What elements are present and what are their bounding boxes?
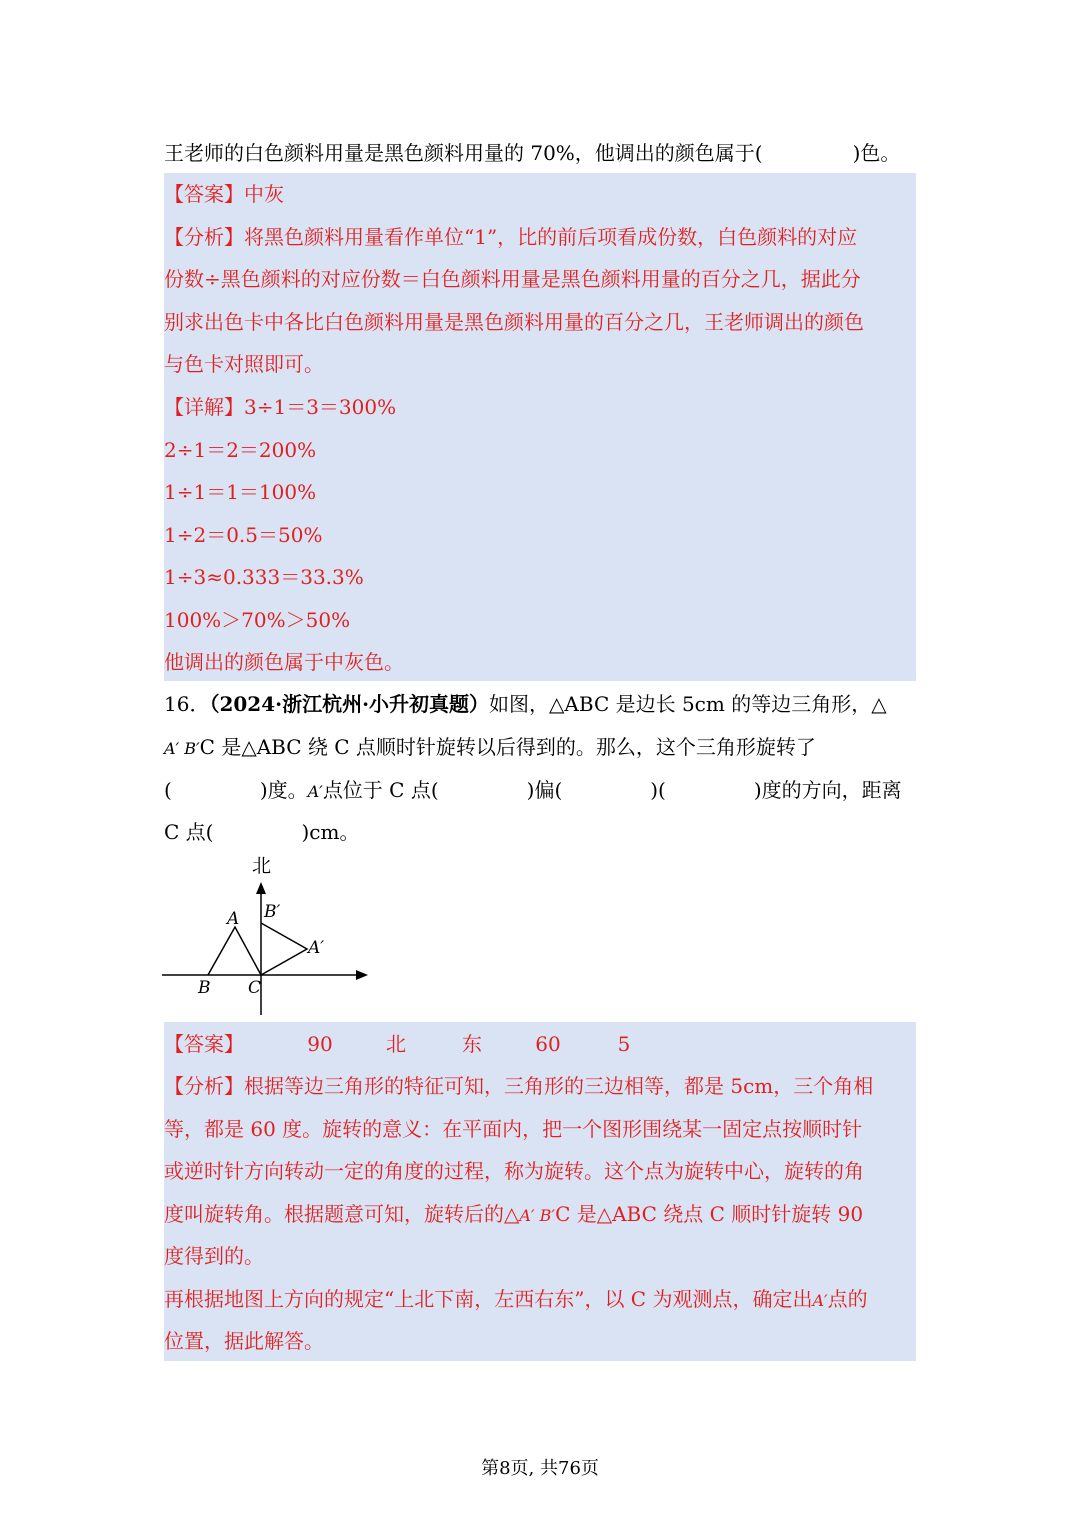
q16-line3-part-5: )( <box>650 778 666 802</box>
triangle-abc <box>208 927 261 975</box>
q15-answer-tag: 【答案】 <box>164 182 244 206</box>
q16-analysis-line-7: 位置，据此解答。 <box>164 1329 324 1353</box>
q15-question-text: 王老师的白色颜料用量是黑色颜料用量的 70%，他调出的颜色属于( <box>164 141 763 165</box>
q16-analysis-tag: 【分析】 <box>164 1074 244 1098</box>
point-a-label: A <box>227 909 240 929</box>
q15-detail-tag: 【详解】 <box>164 395 244 419</box>
q16-analysis-text-4b: C 是△ABC 绕点 C 顺时针旋转 90 <box>555 1202 864 1226</box>
page-footer: 第8页, 共76页 <box>481 1458 599 1479</box>
point-b-label: B <box>198 978 211 998</box>
north-arrow-icon <box>256 882 266 894</box>
point-a-prime-label: A′ <box>308 938 325 958</box>
q16-line3-part-2: )度。 <box>259 778 308 802</box>
q16-answer-4: 60 <box>535 1032 561 1056</box>
q15-analysis-line-1 <box>164 225 924 249</box>
q16-line2-label: A′ B′ <box>164 739 200 758</box>
q16-analysis-text-1: 根据等边三角形的特征可知，三角形的三边相等，都是 5cm，三个角相 <box>244 1074 874 1098</box>
q15-detail-line-3: 1÷1＝1＝100% <box>164 480 317 504</box>
point-b-prime-label: B′ <box>264 902 281 922</box>
q16-line-2 <box>164 735 924 761</box>
q16-answer-5: 5 <box>617 1032 631 1056</box>
q15-detail-line-7: 他调出的颜色属于中灰色。 <box>164 650 404 674</box>
q15-analysis-text-1: 将黑色颜料用量看作单位“1”，比的前后项看成份数，白色颜料的对应 <box>244 225 858 249</box>
q16-line3-part-1: ( <box>164 778 172 802</box>
q16-line-4 <box>164 820 924 844</box>
rotation-figure <box>160 850 375 1020</box>
q15-analysis-line-2: 份数÷黑色颜料的对应份数＝白色颜料用量是黑色颜料用量的百分之几，据此分 <box>164 267 861 291</box>
q16-analysis-line-6 <box>164 1287 924 1313</box>
q15-analysis-line-4: 与色卡对照即可。 <box>164 352 324 376</box>
q16-analysis-line-1 <box>164 1074 924 1098</box>
q16-line3-part-6: )度的方向，距离 <box>753 778 902 802</box>
q16-answer <box>164 1032 924 1056</box>
q16-answer-tag: 【答案】 <box>164 1032 244 1056</box>
q16-answer-1: 90 <box>307 1032 333 1056</box>
q16-number: 16． <box>164 692 210 716</box>
q16-analysis-line-5: 度得到的。 <box>164 1244 264 1268</box>
q16-line3-part-3: 点位于 C 点( <box>322 778 439 802</box>
q15-answer-value: 中灰 <box>244 182 284 206</box>
q16-line2-text: C 是△ABC 绕 C 点顺时针旋转以后得到的。那么，这个三角形旋转了 <box>199 735 816 759</box>
q16-analysis-text-6a: 再根据地图上方向的规定“上北下南，左西右东”，以 C 为观测点，确定出 <box>164 1287 813 1311</box>
q16-analysis-label-6: A′ <box>812 1291 828 1310</box>
q16-answer-2: 北 <box>386 1032 406 1056</box>
q16-line3-part-4: )偏( <box>526 778 563 802</box>
q16-analysis-text-4a: 度叫旋转角。根据题意可知，旋转后的△ <box>164 1202 520 1226</box>
q16-line-3 <box>164 778 924 804</box>
q15-question <box>164 141 924 165</box>
q16-analysis-line-4 <box>164 1202 924 1228</box>
q15-analysis-tag: 【分析】 <box>164 225 244 249</box>
q16-line3-label: A′ <box>307 782 323 801</box>
q16-line1-text: 如图，△ABC 是边长 5cm 的等边三角形，△ <box>489 692 887 716</box>
north-label: 北 <box>252 855 272 877</box>
q16-analysis-line-2: 等，都是 60 度。旋转的意义：在平面内，把一个图形围绕某一固定点按顺时针 <box>164 1117 863 1141</box>
q16-source: （2024·浙江杭州·小升初真题） <box>209 692 490 716</box>
q15-detail-line-2: 2÷1＝2＝200% <box>164 438 317 462</box>
point-c-label: C <box>248 978 262 998</box>
q16-line-1 <box>164 692 924 716</box>
q16-line4-part-2: )cm。 <box>301 820 360 844</box>
q16-analysis-line-3: 或逆时针方向转动一定的角度的过程，称为旋转。这个点为旋转中心，旋转的角 <box>164 1159 864 1183</box>
q15-detail-text-1: 3÷1＝3＝300% <box>244 395 397 419</box>
q15-question-end: )色。 <box>852 141 901 165</box>
q16-line4-part-1: C 点( <box>164 820 214 844</box>
triangle-a-prime-b-prime-c <box>261 923 307 975</box>
q15-detail-line-5: 1÷3≈0.333＝33.3% <box>164 565 364 589</box>
q15-detail-line-4: 1÷2＝0.5＝50% <box>164 523 323 547</box>
q15-analysis-line-3: 别求出色卡中各比白色颜料用量是黑色颜料用量的百分之几，王老师调出的颜色 <box>164 310 864 334</box>
q16-answer-3: 东 <box>462 1032 482 1056</box>
east-arrow-icon <box>356 970 368 980</box>
q16-analysis-label-4: A′ B′ <box>519 1206 556 1225</box>
q16-analysis-text-6b: 点的 <box>827 1287 868 1311</box>
q15-answer-box <box>164 173 916 681</box>
q15-detail-line-6: 100%＞70%＞50% <box>164 608 351 632</box>
q15-answer <box>164 182 924 206</box>
q15-detail-line-1 <box>164 395 924 419</box>
